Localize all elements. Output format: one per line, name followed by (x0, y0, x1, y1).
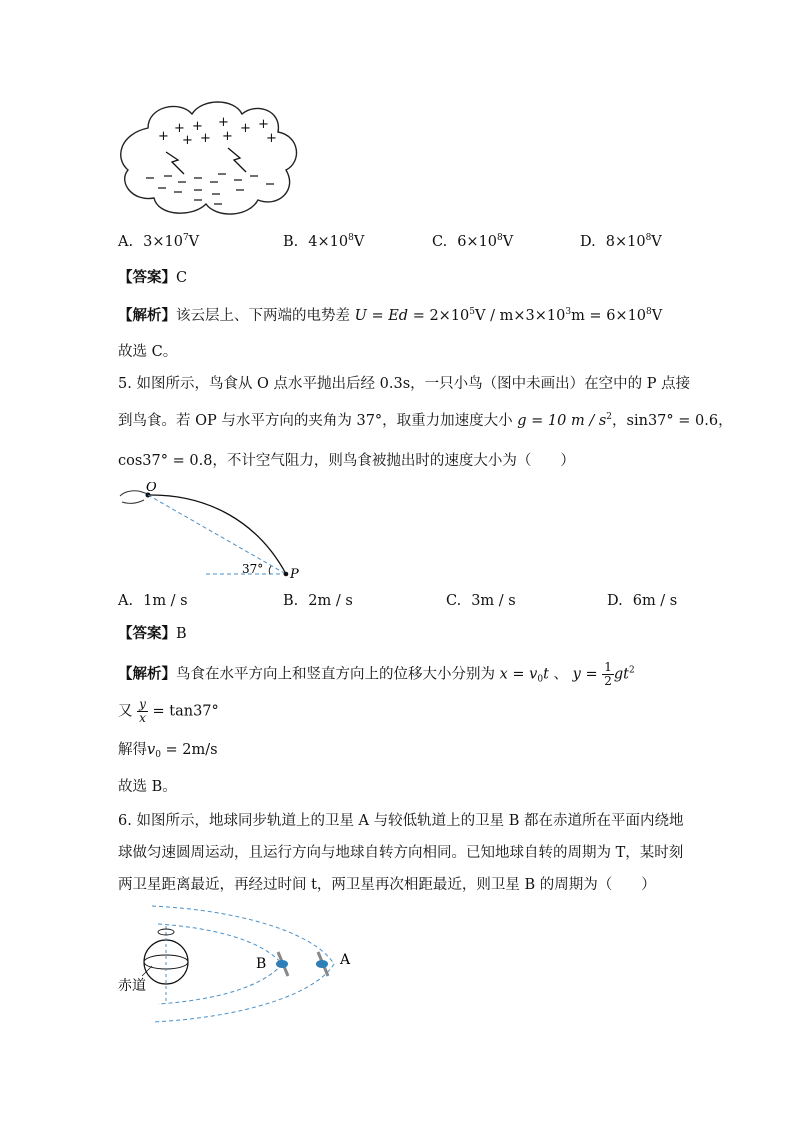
satellite-b-icon (276, 952, 288, 976)
q5-option-d: D. 6m / s (607, 593, 678, 609)
svg-text:+: + (266, 131, 277, 146)
svg-text:+: + (182, 133, 193, 148)
svg-text:+: + (258, 117, 269, 132)
q5-option-b: B. 2m / s (283, 593, 353, 609)
half-fraction: $\frac{1}{2}$ (604, 660, 612, 688)
q5-stem-line1: 5. 如图所示，鸟食从 O 点水平抛出后经 0.3s，一只小鸟（图中未画出）在空中的 P 点接 (118, 376, 691, 392)
angle-label: 37° (242, 562, 264, 576)
label-o: O (146, 482, 157, 495)
label-b: B (256, 956, 267, 972)
q4-answer: 【答案】C (118, 269, 188, 286)
positive-charges (158, 115, 277, 148)
svg-text:+: + (200, 131, 211, 146)
label-a: A (340, 952, 351, 968)
svg-text:+: + (240, 121, 251, 136)
q4-option-b: B. $4\times 10^8V$ (283, 233, 365, 250)
cloud-outline (121, 102, 297, 214)
svg-text:+: + (158, 129, 169, 144)
svg-text:+: + (192, 119, 203, 134)
q4-conclusion: 故选 C。 (118, 344, 178, 360)
q5-analysis: 【解析】鸟食在水平方向上和竖直方向上的位移大小分别为 $x = v_0t$ 、 y = $\frac{1}{2}$ $gt^2$ (118, 660, 635, 688)
q5-solution: 解得$v_0 = 2m/s$ (118, 742, 218, 760)
negative-charges (146, 174, 274, 204)
q4-option-c: C. $6\times 10^8V$ (432, 233, 514, 250)
orbit-figure (118, 902, 368, 1028)
q4-option-a: A. $3\times 10^7V$ (118, 233, 200, 250)
q6-stem-line1: 6. 如图所示，地球同步轨道上的卫星 A 与较低轨道上的卫星 B 都在赤道所在平面内绕地 (118, 813, 684, 829)
cloud-figure (118, 96, 302, 218)
projectile-figure (118, 482, 308, 584)
hand-icon (120, 491, 148, 504)
svg-text:+: + (222, 129, 233, 144)
q5-option-a: A. 1m / s (118, 593, 188, 609)
q6-stem-line2: 球做匀速圆周运动，且运行方向与地球自转方向相同。已知地球自转的周期为 T，某时刻 (118, 845, 684, 861)
svg-text:+: + (174, 121, 185, 136)
q5-conclusion: 故选 B。 (118, 779, 177, 795)
point-p (284, 572, 289, 577)
lightning-icon (166, 148, 246, 174)
q4-option-d: D. $8\times 10^8V$ (580, 233, 662, 250)
q5-option-c: C. 3m / s (446, 593, 516, 609)
q5-answer: 【答案】B (118, 625, 187, 642)
y-over-x-fraction: $\frac{y}{x}$ (139, 697, 146, 725)
svg-text:+: + (218, 115, 229, 130)
op-line (148, 495, 286, 574)
orbit-a (152, 906, 334, 1022)
q5-tan-relation: 又 $\frac{y}{x}$ = tan37° (118, 697, 219, 725)
equator-label: 赤道 (118, 978, 146, 994)
satellite-a-icon (316, 952, 328, 976)
angle-arc (269, 566, 271, 574)
equator-pointer (142, 966, 152, 976)
q6-stem-line3: 两卫星距离最近，再经过时间 t，两卫星再次相距最近，则卫星 B 的周期为（ ） (118, 877, 656, 893)
q4-analysis: 【解析】该云层上、下两端的电势差 $U = Ed = 2\times 10^5V / m\times 3\times 10^3m = 6\times 10^8V$ (118, 307, 663, 324)
label-p: P (290, 567, 299, 582)
q5-stem-line3: cos37° = 0.8，不计空气阻力，则鸟食被抛出时的速度大小为（ ） (118, 453, 575, 469)
q5-stem-line2: 到鸟食。若 OP 与水平方向的夹角为 37°，取重力加速度大小 g = 10 m / $s^2$，sin37° = 0.6， (118, 412, 733, 429)
